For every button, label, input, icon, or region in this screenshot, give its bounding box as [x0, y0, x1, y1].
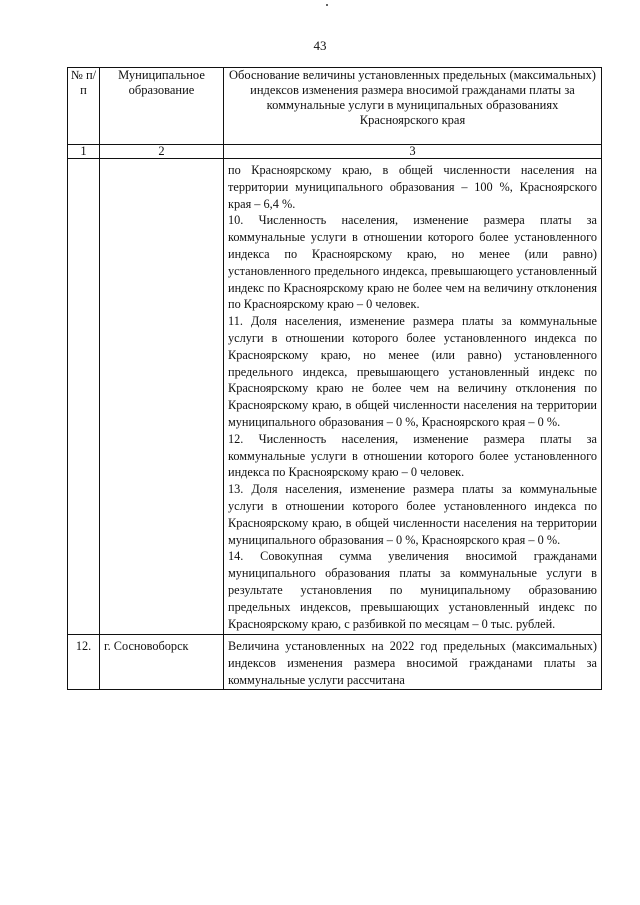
row-12-municipality: г. Сосновоборск [100, 635, 224, 689]
column-number-2: 2 [100, 145, 224, 159]
header-justification: Обоснование величины установленных предельных (максимальных) индексов изменения размера вносимой гражданами платы за коммунальные услуги в муниципальных образованиях Красноярского края [224, 68, 602, 145]
header-number: № п/п [68, 68, 100, 145]
page-number: 43 [313, 38, 327, 53]
column-number-row [68, 145, 602, 159]
scan-speck [326, 4, 328, 6]
paragraph-14: 14. Совокупная сумма увеличения вносимой гражданами муниципального образования платы за коммунальные услуги в результате установления по муниципальному образованию предельных индексов, превышающих установленный индекс по Красноярскому краю, с разбивкой по месяцам – 0 тыс. рублей. [228, 549, 597, 631]
paragraph-13: 13. Доля населения, изменение размера платы за коммунальные услуги в отношении которого более установленного индекса по Красноярскому краю, в общей численности населения на территории муниципального образования – 0 %, Красноярского края – 0 %. [228, 482, 597, 547]
continued-number-cell [68, 159, 100, 635]
continued-text-cell [224, 159, 602, 635]
paragraph-continuation: по Красноярскому краю, в общей численности населения на территории муниципального образования – 100 %, Красноярского края – 6,4 %. [228, 163, 597, 211]
table-row-12 [68, 635, 602, 689]
paragraph-12: 12. Численность населения, изменение размера платы за коммунальные услуги в отношении которого более установленного индекса по Красноярскому краю – 0 человек. [228, 431, 597, 480]
row-12-text: Величина установленных на 2022 год предельных (максимальных) индексов изменения размера вносимой гражданами платы за коммунальные услуги рассчитана [224, 635, 602, 689]
column-number-3: 3 [224, 145, 602, 159]
justification-table [67, 67, 602, 690]
continued-row [68, 159, 602, 635]
table-header-row [68, 68, 602, 145]
column-number-1: 1 [68, 145, 100, 159]
continued-municipality-cell [100, 159, 224, 635]
header-municipality: Муниципальное образование [100, 68, 224, 145]
paragraph-10: 10. Численность населения, изменение размера платы за коммунальные услуги в отношении которого более установленного индекса по Красноярскому краю, но менее (или равно) установленного предельного индекса, превышающего установленный индекс по Красноярскому краю не более чем на величину отклонения по Красноярскому краю – 0 человек. [228, 213, 597, 312]
paragraph-11: 11. Доля населения, изменение размера платы за коммунальные услуги в отношении которого более установленного индекса по Красноярскому краю, но менее (или равно) установленного предельного индекса, превышающего установленный индекс по Красноярскому краю не более чем на величину отклонения по Красноярскому краю, в общей численности населения на территории муниципального образования – 0 %, Красноярского края – 0 %. [228, 314, 597, 429]
row-12-number: 12. [68, 635, 100, 689]
